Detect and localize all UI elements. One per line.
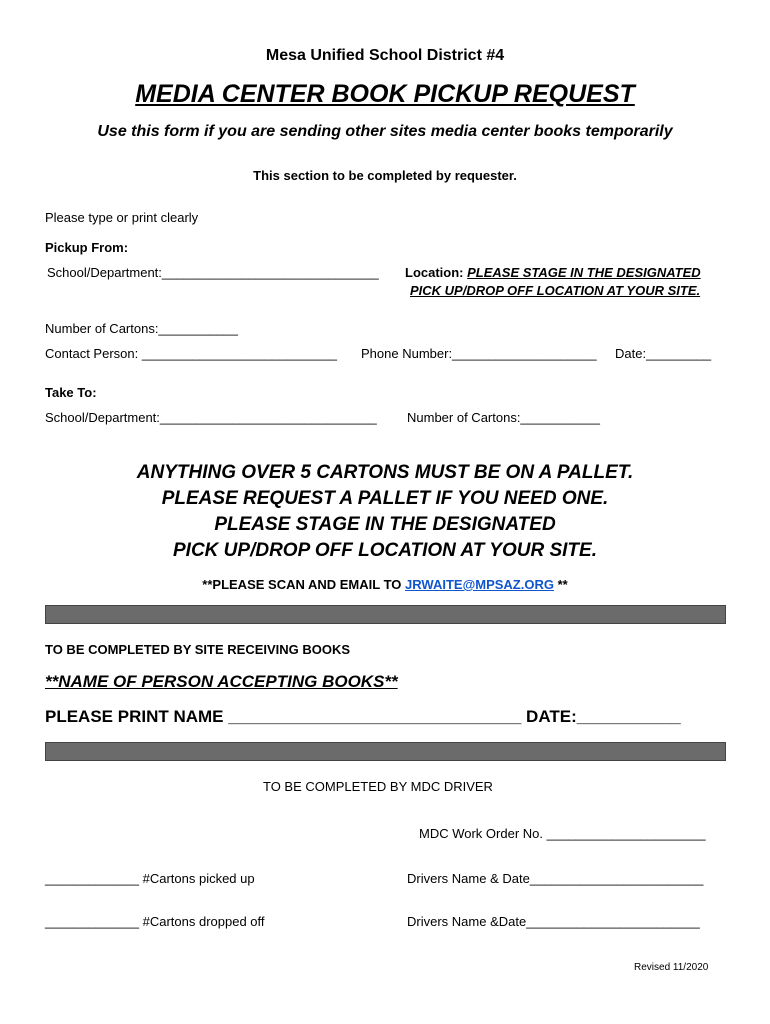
scan-prefix: **PLEASE SCAN AND EMAIL TO — [202, 577, 406, 592]
requester-date-field[interactable]: Date:_________ — [615, 346, 712, 361]
cartons-dropped-off-field[interactable]: _____________ #Cartons dropped off — [45, 914, 265, 929]
scan-suffix: ** — [553, 577, 568, 592]
driver-heading: TO BE COMPLETED BY MDC DRIVER — [263, 779, 493, 794]
receiving-heading: TO BE COMPLETED BY SITE RECEIVING BOOKS — [45, 642, 351, 657]
drivers-name-date-dropoff-field[interactable]: Drivers Name &Date________________________ — [407, 914, 700, 929]
form-subtitle: Use this form if you are sending other sites media center books temporarily — [97, 123, 673, 140]
warning-line-4: PICK UP/DROP OFF LOCATION AT YOUR SITE. — [173, 540, 597, 561]
revision-date: Revised 11/2020 — [634, 962, 709, 973]
requester-section-note: This section to be completed by requester. — [253, 168, 517, 183]
warning-line-3: PLEASE STAGE IN THE DESIGNATED — [214, 514, 556, 535]
district-name: Mesa Unified School District #4 — [265, 47, 505, 64]
pickup-from-label: Pickup From: — [45, 240, 129, 255]
location-label: Location: — [405, 265, 464, 280]
take-to-label: Take To: — [45, 385, 97, 400]
take-to-school-department-field[interactable]: School/Department:______________________________ — [45, 410, 377, 425]
location-value-line1: PLEASE STAGE IN THE DESIGNATED — [467, 265, 701, 280]
pickup-location-line1 — [405, 265, 701, 280]
cartons-picked-up-field[interactable]: _____________ #Cartons picked up — [45, 871, 255, 886]
phone-number-field[interactable]: Phone Number:____________________ — [361, 346, 597, 361]
section-divider-bar — [45, 605, 726, 624]
print-instruction: Please type or print clearly — [45, 210, 199, 225]
print-name-date-field[interactable]: PLEASE PRINT NAME _______________________________ DATE:___________ — [45, 707, 681, 726]
accepting-person-label: **NAME OF PERSON ACCEPTING BOOKS** — [45, 672, 398, 691]
section-divider-bar — [45, 742, 726, 761]
warning-line-1: ANYTHING OVER 5 CARTONS MUST BE ON A PALLET. — [136, 462, 634, 483]
take-to-number-of-cartons-field[interactable]: Number of Cartons:___________ — [407, 410, 600, 425]
warning-line-2: PLEASE REQUEST A PALLET IF YOU NEED ONE. — [161, 488, 609, 509]
pickup-number-of-cartons-field[interactable]: Number of Cartons:___________ — [45, 321, 238, 336]
form-title: MEDIA CENTER BOOK PICKUP REQUEST — [135, 80, 635, 108]
pickup-school-department-field[interactable]: School/Department:______________________________ — [47, 265, 379, 280]
scan-email-instruction — [0, 577, 770, 592]
location-value-line2: PICK UP/DROP OFF LOCATION AT YOUR SITE. — [410, 283, 701, 298]
contact-person-field[interactable]: Contact Person: ___________________________ — [45, 346, 338, 361]
drivers-name-date-pickup-field[interactable]: Drivers Name & Date________________________ — [407, 871, 704, 886]
pallet-warning — [0, 460, 770, 564]
work-order-field[interactable]: MDC Work Order No. ______________________ — [419, 826, 706, 841]
email-link[interactable]: JRWAITE@MPSAZ.ORG — [405, 577, 554, 592]
